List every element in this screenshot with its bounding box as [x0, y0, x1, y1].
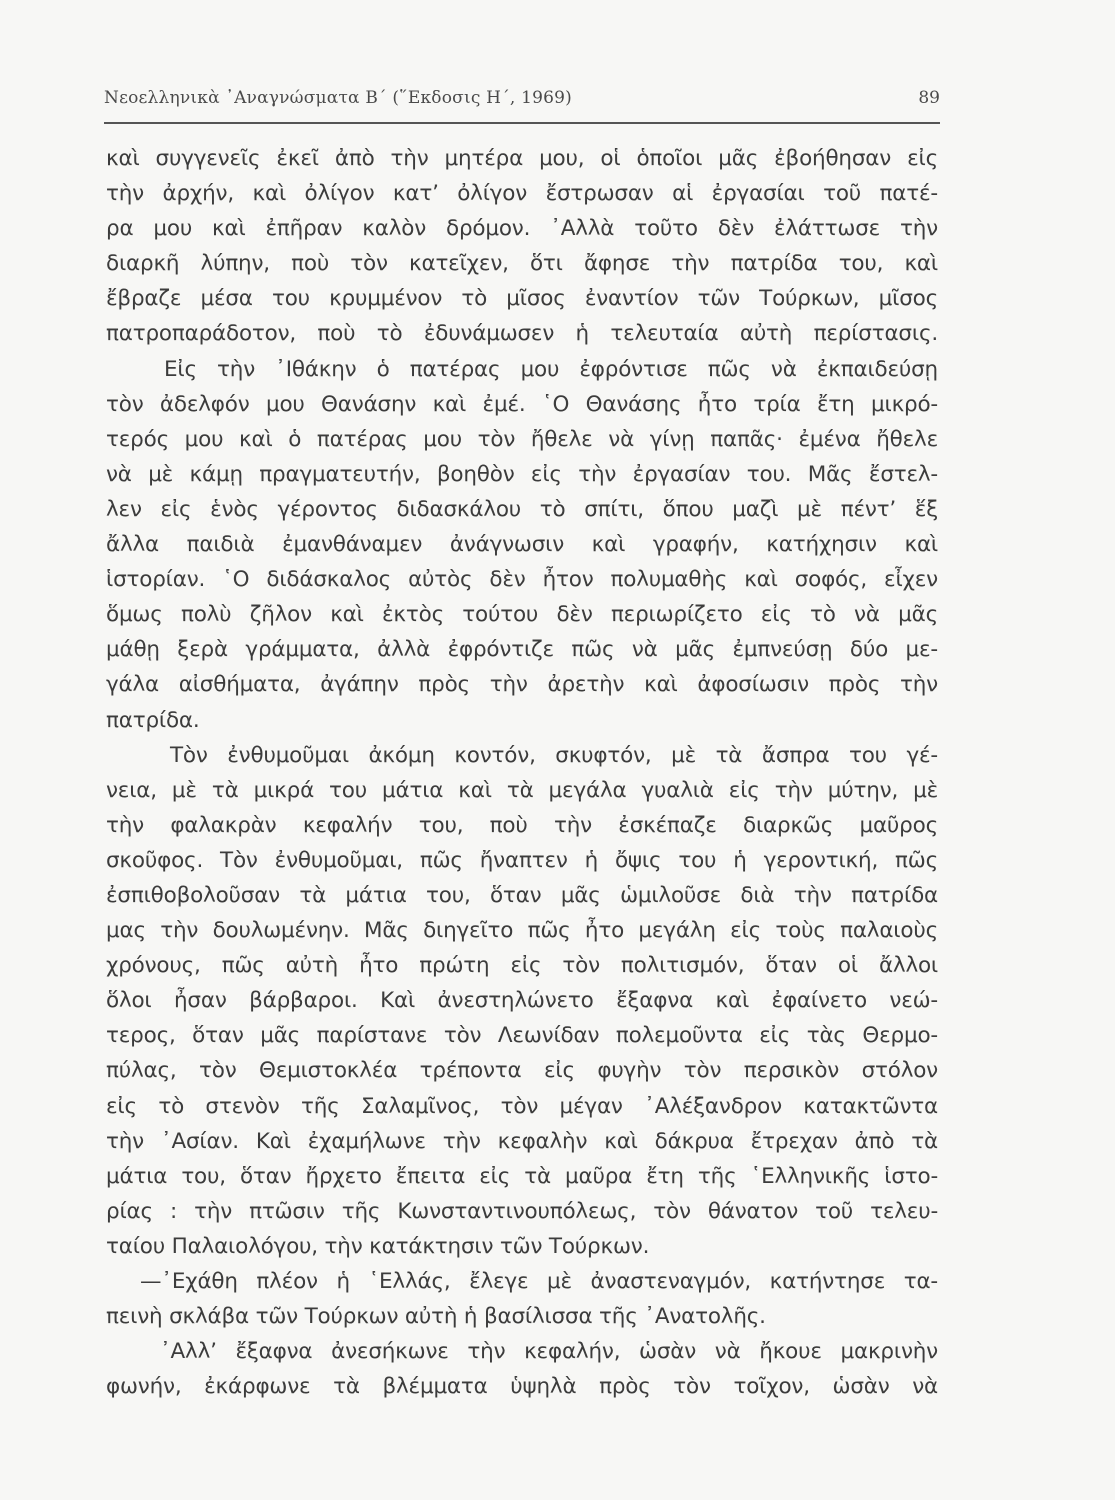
text-line: τὸν ἀδελφόν μου Θανάσην καὶ ἐμέ. ῾Ο Θανάσης ἦτο τρία ἔτη μικρό-: [106, 391, 938, 417]
text-line: νὰ μὲ κάμῃ πραγματευτήν, βοηθὸν εἰς τὴν ἐργασίαν του. Μᾶς ἔστελ-: [106, 461, 938, 487]
text-line: ὅμως πολὺ ζῆλον καὶ ἐκτὸς τούτου δὲν περιωρίζετο εἰς τὸ νὰ μᾶς: [106, 602, 938, 628]
text-line: καὶ συγγενεῖς ἐκεῖ ἀπὸ τὴν μητέρα μου, οἱ ὁποῖοι μᾶς ἐβοήθησαν εἰς: [106, 146, 938, 171]
text-line: τὴν φαλακρὰν κεφαλήν του, ποὺ τὴν ἐσκέπαζε διαρκῶς μαῦρος: [106, 812, 938, 838]
text-line: —᾿Εχάθη πλέον ἡ ῾Ελλάς, ἔλεγε μὲ ἀναστεναγμόν, κατήντησε τα-: [140, 1269, 938, 1294]
text-line: νεια, μὲ τὰ μικρά του μάτια καὶ τὰ μεγάλα γυαλιὰ εἰς τὴν μύτην, μὲ: [106, 777, 938, 803]
text-line: ἱστορίαν. ῾Ο διδάσκαλος αὐτὸς δὲν ἦτον πολυμαθὴς καὶ σοφός, εἶχεν: [106, 567, 938, 593]
text-line: πύλας, τὸν Θεμιστοκλέα τρέποντα εἰς φυγὴν τὸν περσικὸν στόλον: [106, 1058, 938, 1084]
text-line: πατροπαράδοτον, ποὺ τὸ ἐδυνάμωσεν ἡ τελευταία αὐτὴ περίστασις.: [106, 321, 938, 347]
text-line: λεν εἰς ἑνὸς γέροντος διδασκάλου τὸ σπίτι, ὅπου μαζὶ μὲ πέντ’ ἕξ: [106, 496, 938, 522]
header-rule: [104, 122, 940, 124]
text-line: διαρκῆ λύπην, ποὺ τὸν κατεῖχεν, ὅτι ἄφησε τὴν πατρίδα του, καὶ: [106, 251, 938, 277]
text-line: ταίου Παλαιολόγου, τὴν κατάκτησιν τῶν Τούρκων.: [106, 1233, 650, 1259]
text-line: εἰς τὸ στενὸν τῆς Σαλαμῖνος, τὸν μέγαν ᾿Αλέξανδρον κατακτῶντα: [106, 1093, 938, 1119]
text-line: χρόνους, πῶς αὐτὴ ἦτο πρώτη εἰς τὸν πολιτισμόν, ὅταν οἱ ἄλλοι: [106, 953, 938, 979]
text-line: ἐσπιθοβολοῦσαν τὰ μάτια του, ὅταν μᾶς ὡμιλοῦσε διὰ τὴν πατρίδα: [106, 882, 938, 908]
text-line: τερος, ὅταν μᾶς παρίστανε τὸν Λεωνίδαν πολεμοῦντα εἰς τὰς Θερμο-: [106, 1023, 938, 1049]
text-line: σκοῦφος. Τὸν ἐνθυμοῦμαι, πῶς ἤναπτεν ἡ ὄψις του ἡ γεροντική, πῶς: [106, 847, 938, 873]
text-line: μας τὴν δουλωμένην. Μᾶς διηγεῖτο πῶς ἦτο μεγάλη εἰς τοὺς παλαιοὺς: [106, 918, 938, 944]
text-line: τὴν ᾿Ασίαν. Καὶ ἐχαμήλωνε τὴν κεφαλὴν καὶ δάκρυα ἔτρεχαν ἀπὸ τὰ: [106, 1128, 938, 1154]
running-header: [104, 82, 940, 114]
text-line: πατρίδα.: [106, 707, 200, 733]
text-line: ρα μου καὶ ἐπῆραν καλὸν δρόμον. ᾿Αλλὰ τοῦτο δὲν ἐλάττωσε τὴν: [106, 216, 938, 242]
text-line: ρίας : τὴν πτῶσιν τῆς Κωνσταντινουπόλεως, τὸν θάνατον τοῦ τελευ-: [106, 1198, 938, 1224]
text-line: ὅλοι ἦσαν βάρβαροι. Καὶ ἀνεστηλώνετο ἔξαφνα καὶ ἐφαίνετο νεώ-: [106, 988, 938, 1014]
text-line: ᾿Αλλ’ ἔξαφνα ἀνεσήκωνε τὴν κεφαλήν, ὡσὰν νὰ ἤκουε μακρινὴν: [160, 1339, 938, 1365]
text-line: γάλα αἰσθήματα, ἀγάπην πρὸς τὴν ἀρετὴν καὶ ἀφοσίωσιν πρὸς τὴν: [106, 672, 938, 698]
text-line: ἔβραζε μέσα του κρυμμένον τὸ μῖσος ἐναντίον τῶν Τούρκων, μῖσος: [106, 286, 938, 312]
text-line: μάτια του, ὅταν ἤρχετο ἔπειτα εἰς τὰ μαῦρα ἔτη τῆς ῾Ελληνικῆς ἱστο-: [106, 1163, 938, 1189]
body-text: [106, 141, 938, 1404]
running-title: Νεοελληνικὰ ᾿Αναγνώσματα Β΄ (῞Εκδοσις Η΄, 1969): [104, 88, 572, 108]
text-line: Εἰς τὴν ᾿Ιθάκην ὁ πατέρας μου ἐφρόντισε πῶς νὰ ἐκπαιδεύσῃ: [164, 356, 938, 382]
text-line: Τὸν ἐνθυμοῦμαι ἀκόμη κοντόν, σκυφτόν, μὲ τὰ ἄσπρα του γέ-: [170, 742, 938, 768]
page-number: 89: [918, 88, 940, 108]
text-line: τερός μου καὶ ὁ πατέρας μου τὸν ἤθελε νὰ γίνῃ παπᾶς· ἐμένα ἤθελε: [106, 426, 938, 452]
text-line: φωνήν, ἐκάρφωνε τὰ βλέμματα ὑψηλὰ πρὸς τὸν τοῖχον, ὡσὰν νὰ: [106, 1374, 938, 1400]
text-line: ἄλλα παιδιὰ ἐμανθάναμεν ἀνάγνωσιν καὶ γραφήν, κατήχησιν καὶ: [106, 532, 938, 558]
text-line: πεινὴ σκλάβα τῶν Τούρκων αὐτὴ ἡ βασίλισσα τῆς ᾿Ανατολῆς.: [106, 1304, 766, 1330]
text-line: τὴν ἀρχήν, καὶ ὀλίγον κατ’ ὀλίγον ἔστρωσαν αἱ ἐργασίαι τοῦ πατέ-: [106, 181, 938, 207]
text-line: μάθῃ ξερὰ γράμματα, ἀλλὰ ἐφρόντιζε πῶς νὰ μᾶς ἐμπνεύσῃ δύο με-: [106, 637, 938, 663]
